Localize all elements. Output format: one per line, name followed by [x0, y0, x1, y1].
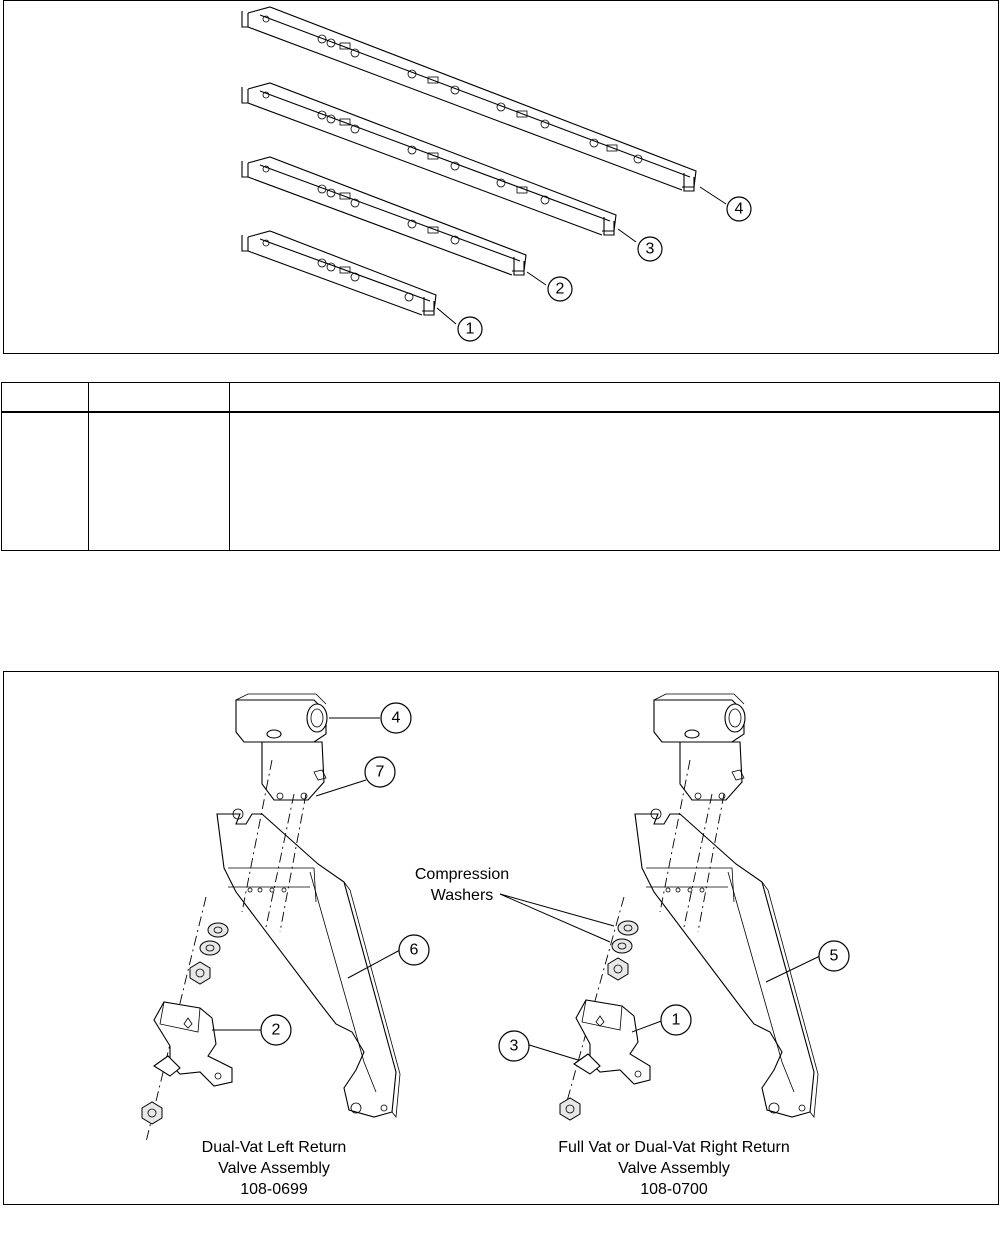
parts-table	[1, 382, 1000, 551]
compression-label-line1: Compression	[414, 866, 510, 883]
main-bracket-right	[635, 814, 814, 1117]
right-assembly-caption	[532, 1137, 816, 1200]
valve-assembly-drawing	[4, 672, 998, 1204]
callout-2	[548, 277, 572, 301]
valve-assembly-figure-panel	[3, 671, 999, 1205]
right-caption-line3: 108-0700	[640, 1181, 708, 1198]
table-row	[2, 412, 1000, 551]
svg-text:4: 4	[391, 709, 401, 727]
svg-text:2: 2	[271, 1021, 281, 1039]
svg-text:1: 1	[671, 1011, 681, 1029]
manifold-drawing	[4, 1, 998, 353]
callout-4-valve	[381, 703, 411, 733]
callout-2-left-lever	[261, 1015, 291, 1045]
left-caption-line2: Valve Assembly	[218, 1160, 330, 1177]
manifold-3	[242, 83, 616, 235]
table-cell	[2, 412, 89, 551]
callout-3	[638, 237, 662, 261]
table-header-row	[2, 383, 1000, 412]
manifold-figure-panel	[3, 0, 999, 354]
callout-1-right-lever	[661, 1005, 691, 1035]
callout-1	[458, 317, 482, 341]
svg-text:1: 1	[465, 320, 475, 338]
table-header-cell	[89, 383, 230, 412]
svg-text:4: 4	[734, 200, 744, 218]
left-caption-line1: Dual-Vat Left Return	[201, 1139, 347, 1156]
manifold-2	[242, 157, 526, 275]
svg-text:5: 5	[829, 947, 839, 965]
callout-7-actuator-bracket	[365, 757, 395, 787]
callout-6-left-bracket	[399, 935, 429, 965]
manifold-1	[242, 231, 436, 315]
right-valve-assembly	[560, 694, 818, 1120]
callout-4	[727, 197, 751, 221]
main-bracket-left	[217, 814, 396, 1117]
svg-text:6: 6	[409, 941, 419, 959]
compression-label-line2: Washers	[430, 887, 494, 904]
table-header-cell	[230, 383, 1000, 412]
right-caption-line1: Full Vat or Dual-Vat Right Return	[558, 1139, 790, 1156]
left-valve-assembly	[142, 694, 400, 1142]
left-caption-line3: 108-0699	[240, 1181, 308, 1198]
callout-5-right-bracket	[819, 941, 849, 971]
table-cell	[230, 412, 1000, 551]
left-assembly-caption	[164, 1137, 384, 1200]
table-header-cell	[2, 383, 89, 412]
compression-washers-label	[400, 864, 524, 906]
manifold-4	[242, 7, 696, 191]
table-cell	[89, 412, 230, 551]
svg-text:7: 7	[375, 763, 385, 781]
callout-3-right-tab	[499, 1031, 529, 1061]
right-caption-line2: Valve Assembly	[618, 1160, 730, 1177]
actuator-bracket-right	[680, 742, 742, 800]
svg-text:3: 3	[509, 1037, 519, 1055]
actuator-bracket-left	[262, 742, 324, 800]
svg-text:3: 3	[645, 240, 655, 258]
svg-text:2: 2	[555, 280, 565, 298]
